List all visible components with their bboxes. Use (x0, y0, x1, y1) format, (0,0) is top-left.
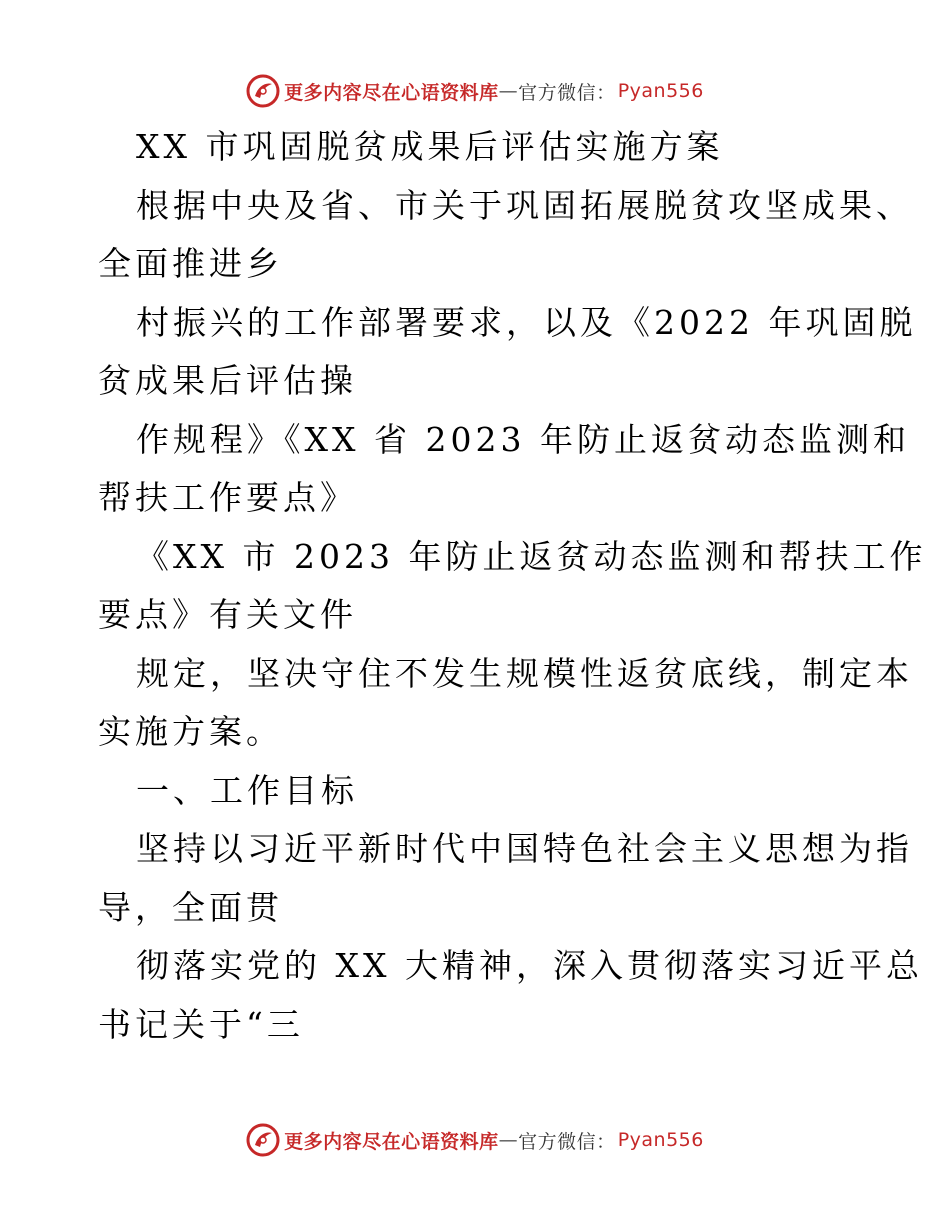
banner-main-text: 更多内容尽在心语资料库 (284, 81, 499, 104)
text-line: 导，全面贯 (98, 887, 283, 927)
banner-dash: — (498, 80, 519, 102)
text-line: 根据中央及省、市关于巩固拓展脱贫攻坚成果、 (136, 185, 913, 225)
banner-main-text: 更多内容尽在心语资料库 (284, 1130, 499, 1153)
text-line: 书记关于“三 (98, 1004, 304, 1044)
text-line: 村振兴的工作部署要求，以及《2022 年巩固脱 (136, 302, 917, 342)
banner-wechat-id: Pyan556 (617, 1129, 704, 1151)
text-line: 彻落实党的 XX 大精神，深入贯彻落实习近平总 (136, 946, 923, 985)
red-circle-logo-icon (246, 74, 280, 108)
banner-dash: — (498, 1129, 519, 1151)
text-line: 帮扶工作要点》 (98, 478, 357, 517)
document-title: XX 市巩固脱贫成果后评估实施方案 (136, 127, 724, 166)
text-line: 全面推进乡 (98, 244, 283, 283)
text-line: 实施方案。 (98, 712, 283, 751)
text-line: 作规程》《XX 省 2023 年防止返贫动态监测和 (136, 419, 910, 459)
banner-sub-text: 官方微信： (518, 1130, 616, 1153)
text-line: 坚持以习近平新时代中国特色社会主义思想为指 (136, 829, 913, 868)
header-banner (0, 71, 950, 111)
document-body (98, 118, 927, 1054)
section-heading: 一、工作目标 (136, 770, 358, 810)
footer-banner (0, 1120, 950, 1160)
text-line: 规定，坚决守住不发生规模性返贫底线，制定本 (136, 653, 913, 693)
text-line: 《XX 市 2023 年防止返贫动态监测和帮扶工作 (136, 536, 927, 576)
red-circle-logo-icon (246, 1123, 280, 1157)
banner-wechat-id: Pyan556 (617, 80, 704, 102)
text-line: 要点》有关文件 (98, 595, 357, 634)
text-line: 贫成果后评估操 (98, 361, 357, 400)
banner-sub-text: 官方微信： (518, 81, 616, 104)
